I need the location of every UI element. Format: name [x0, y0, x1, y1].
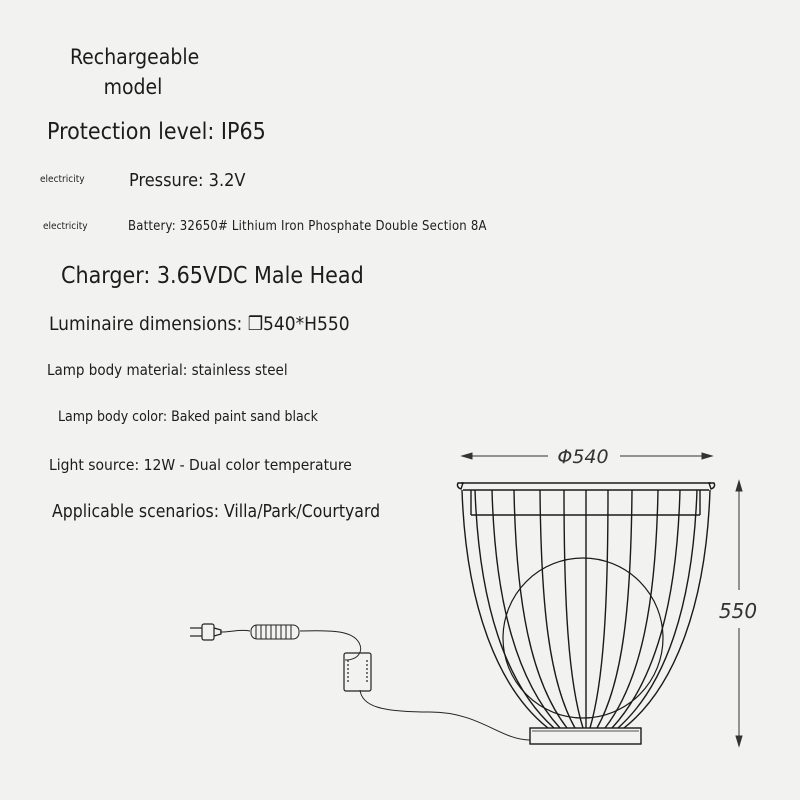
height-label: 550: [718, 599, 758, 623]
lamp-body-color: Lamp body color: Baked paint sand black: [58, 409, 318, 425]
electricity-label-2: electricity: [43, 221, 88, 232]
charger-spec: Charger: 3.65VDC Male Head: [61, 263, 364, 289]
charger-cable: [220, 630, 530, 740]
diameter-label: Φ540: [557, 446, 609, 468]
light-source: Light source: 12W - Dual color temperature: [49, 456, 352, 474]
title-line-2: model: [103, 75, 163, 99]
lamp-body-material: Lamp body material: stainless steel: [47, 361, 288, 379]
cable-strain-relief: [251, 625, 299, 639]
lamp-body: [457, 483, 714, 744]
title-line-1: Rechargeable: [70, 45, 200, 69]
plug-icon: [190, 624, 221, 640]
protection-level: Protection level: IP65: [47, 119, 266, 145]
applicable-scenarios: Applicable scenarios: Villa/Park/Courtyard: [52, 502, 381, 522]
battery-spec: Battery: 32650# Lithium Iron Phosphate Double Section 8A: [128, 219, 487, 234]
power-adapter-box: [344, 653, 371, 691]
luminaire-dimensions: Luminaire dimensions: ❒540*H550: [49, 313, 350, 335]
pressure-spec: Pressure: 3.2V: [129, 170, 246, 191]
electricity-label-1: electricity: [40, 174, 85, 185]
